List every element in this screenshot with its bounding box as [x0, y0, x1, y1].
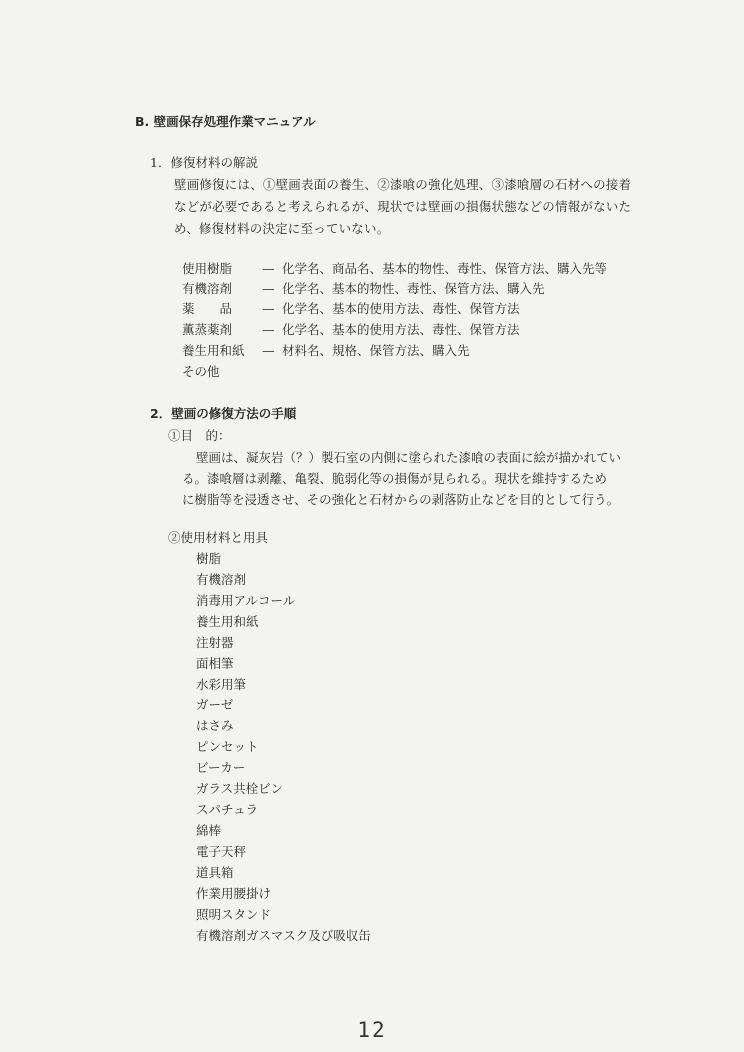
- page-number: 12: [357, 1018, 387, 1042]
- material-desc: 化学名、商品名、基本的物性、毒性、保管方法、購入先等: [282, 261, 608, 276]
- purpose-text-line: 壁画は、凝灰岩（？）製石室の内側に塗られた漆喰の表面に絵が描かれてい: [196, 450, 622, 465]
- purpose-label: ①目 的：: [168, 428, 231, 443]
- material-dash: —: [262, 301, 275, 316]
- list-item: 注射器: [196, 635, 234, 650]
- material-desc: 化学名、基本的物性、毒性、保管方法、購入先: [282, 281, 545, 296]
- material-dash: —: [262, 322, 275, 337]
- list-item: 養生用和紙: [196, 614, 259, 629]
- list-item: 電子天秤: [196, 844, 247, 859]
- section-1-paragraph-line: などが必要であると考えられるが、現状では壁画の損傷状態などの情報がないた: [174, 199, 632, 214]
- material-term: 薫蒸薬剤: [182, 322, 233, 337]
- material-desc: 化学名、基本的使用方法、毒性、保管方法: [282, 301, 520, 316]
- list-item: 有機溶剤ガスマスク及び吸収缶: [196, 928, 371, 943]
- material-term: 養生用和紙: [182, 343, 245, 358]
- material-term: 有機溶剤: [182, 281, 233, 296]
- list-item: 作業用腰掛け: [196, 886, 272, 901]
- list-item: 樹脂: [196, 551, 222, 566]
- purpose-text-line: る。漆喰層は剥離、亀裂、脆弱化等の損傷が見られる。現状を維持するため: [182, 471, 608, 486]
- list-item: ピンセット: [196, 739, 259, 754]
- list-item: ガーゼ: [196, 697, 234, 712]
- material-desc: 化学名、基本的使用方法、毒性、保管方法: [282, 322, 520, 337]
- list-item: 消毒用アルコール: [196, 593, 296, 608]
- list-item: 有機溶剤: [196, 572, 247, 587]
- list-item: ガラス共栓ビン: [196, 781, 284, 796]
- material-dash: —: [262, 281, 275, 296]
- list-item: 綿棒: [196, 823, 222, 838]
- material-term: 使用樹脂: [182, 261, 233, 276]
- tools-label: ②使用材料と用具: [168, 530, 269, 545]
- material-dash: —: [262, 343, 275, 358]
- list-item: 照明スタンド: [196, 907, 272, 922]
- material-term: 薬 品: [182, 301, 233, 316]
- section-title: B. 壁画保存処理作業マニュアル: [135, 114, 316, 129]
- section-1-heading: 1．修復材料の解説: [150, 155, 258, 170]
- material-dash: —: [262, 261, 275, 276]
- section-1-paragraph-line: め、修復材料の決定に至っていない。: [174, 221, 390, 236]
- list-item: スパチュラ: [196, 802, 259, 817]
- material-desc: 材料名、規格、保管方法、購入先: [282, 343, 470, 358]
- list-item: 水彩用筆: [196, 677, 247, 692]
- material-term: その他: [182, 364, 220, 379]
- list-item: はさみ: [196, 718, 234, 733]
- list-item: ビーカー: [196, 760, 246, 775]
- section-1-paragraph-line: 壁画修復には、①壁画表面の養生、②漆喰の強化処理、③漆喰層の石材への接着: [174, 177, 632, 192]
- list-item: 面相筆: [196, 656, 234, 671]
- purpose-text-line: に樹脂等を浸透させ、その強化と石材からの剥落防止などを目的として行う。: [182, 492, 620, 507]
- section-2-heading: 2．壁画の修復方法の手順: [150, 406, 297, 421]
- list-item: 道具箱: [196, 865, 234, 880]
